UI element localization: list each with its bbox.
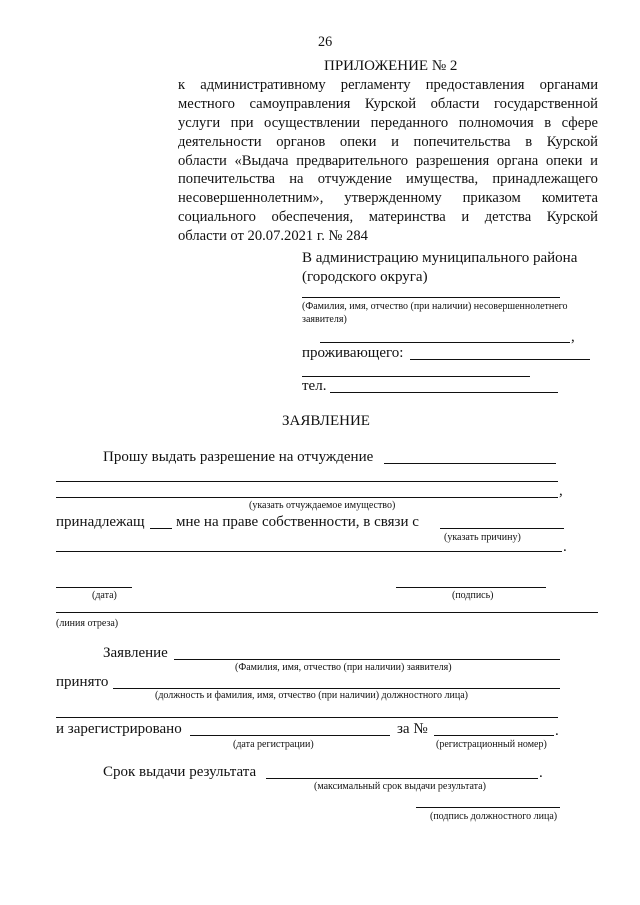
appendix-line — [178, 208, 598, 227]
deadline-label: Срок выдачи результата — [103, 764, 257, 780]
appendix-word: разрешения — [415, 152, 490, 169]
property-line-2 — [56, 481, 558, 482]
deadline-caption: (максимальный срок выдачи результата) — [314, 781, 486, 792]
appendix-word: опеки — [545, 152, 583, 169]
appendix-word: обеспечения, — [271, 209, 354, 226]
appendix-word: приказом — [462, 190, 521, 207]
appendix-word: области от 20.07.2021 г. № 284 — [178, 228, 368, 245]
appendix-word: опеки — [339, 133, 377, 150]
appendix-line — [178, 76, 598, 95]
applicant-line — [174, 659, 560, 660]
appendix-word: административному — [200, 77, 326, 93]
appendix-word: материнства — [368, 209, 446, 226]
reason-line-1 — [440, 528, 564, 529]
comma: , — [571, 329, 575, 345]
applicant-name-line — [302, 297, 560, 298]
appendix-word: Курской — [364, 95, 417, 112]
request-text: Прошу выдать разрешение на отчуждение — [103, 449, 374, 465]
appendix-line — [178, 227, 598, 246]
appendix-word: утвержденному — [344, 190, 442, 207]
belonging-ending-line — [150, 528, 172, 529]
application-label: Заявление — [103, 645, 168, 661]
reason-line-2 — [56, 551, 562, 552]
appendix-word: органами — [539, 77, 598, 93]
appendix-word: в — [525, 133, 533, 150]
number-label: за № — [397, 721, 428, 737]
appendix-word: имущества, — [406, 171, 479, 188]
appendix-word: детства — [484, 209, 532, 226]
appendix-word: полномочия — [458, 114, 534, 131]
appendix-word: Курской — [546, 209, 598, 226]
residing-line-2 — [302, 376, 530, 377]
appendix-word: Курской — [546, 133, 598, 150]
appendix-line — [178, 133, 598, 152]
appendix-word: самоуправления — [249, 95, 351, 112]
appendix-word: местного — [178, 95, 235, 112]
comma: , — [559, 483, 563, 499]
reg-number-caption: (регистрационный номер) — [436, 739, 547, 750]
appendix-word: деятельности — [178, 133, 262, 150]
official-line-2 — [56, 717, 558, 718]
date-caption: (дата) — [92, 590, 117, 601]
official-caption: (должность и фамилия, имя, отчество (при наличии) должностного лица) — [155, 690, 468, 701]
appendix-word: несовершеннолетним», — [178, 190, 324, 207]
cut-line-label: (линия отреза) — [56, 618, 119, 629]
appendix-line — [178, 95, 598, 114]
residing-line — [410, 359, 590, 360]
appendix-line — [178, 152, 598, 171]
appendix-word: органа — [496, 152, 539, 169]
appendix-word: социального — [178, 209, 256, 226]
appendix-word: и — [590, 152, 598, 169]
appendix-paragraph — [178, 76, 598, 246]
applicant-caption-1: (Фамилия, имя, отчество (при наличии) несовершеннолетнего — [302, 301, 568, 312]
residing-label: проживающего: — [302, 345, 404, 361]
applicant-caption-2: заявителя) — [302, 314, 347, 325]
property-caption: (указать отчуждаемое имущество) — [249, 500, 396, 511]
appendix-word: услуги — [178, 114, 221, 131]
appendix-word: отчуждение — [317, 171, 392, 188]
appendix-word: комитета — [541, 190, 598, 207]
applicant-name-line-2 — [320, 342, 570, 343]
appendix-word: на — [289, 171, 304, 188]
appendix-word: и — [391, 133, 399, 150]
appendix-word: к — [178, 77, 186, 93]
appendix-word: органов — [276, 133, 326, 150]
phone-line — [330, 392, 558, 393]
appendix-title: ПРИЛОЖЕНИЕ № 2 — [324, 58, 458, 74]
date-line — [56, 587, 132, 588]
registered-label: и зарегистрировано — [56, 721, 182, 737]
reg-date-line — [190, 735, 390, 736]
reason-caption: (указать причину) — [444, 532, 521, 543]
addressee-line-2: (городского округа) — [302, 269, 428, 285]
official-line — [113, 688, 560, 689]
addressee-line-1: В администрацию муниципального района — [302, 250, 578, 266]
belonging-prefix: принадлежащ — [56, 514, 145, 530]
period: . — [539, 765, 543, 781]
appendix-word: попечительства — [413, 133, 511, 150]
appendix-word: в — [544, 114, 552, 131]
appendix-line — [178, 114, 598, 133]
appendix-word: предоставления — [425, 77, 525, 93]
appendix-word: области — [178, 152, 227, 169]
page-number: 26 — [318, 34, 333, 50]
appendix-word: и — [461, 209, 470, 226]
statement-title: ЗАЯВЛЕНИЕ — [282, 413, 370, 429]
appendix-word: осуществлении — [264, 114, 361, 131]
appendix-line — [178, 170, 598, 189]
official-signature-line — [416, 807, 560, 808]
appendix-word: области — [430, 95, 480, 112]
appendix-line — [178, 189, 598, 208]
appendix-word: при — [230, 114, 254, 131]
property-line-3 — [56, 497, 558, 498]
official-signature-caption: (подпись должностного лица) — [430, 811, 558, 822]
appendix-word: принадлежащего — [492, 171, 598, 188]
appendix-word: сфере — [561, 114, 598, 131]
appendix-word: попечительства — [178, 171, 276, 188]
appendix-word: регламенту — [340, 77, 411, 93]
applicant-caption: (Фамилия, имя, отчество (при наличии) заявителя) — [235, 662, 452, 673]
appendix-word: предварительного — [296, 152, 409, 169]
appendix-word: государственной — [493, 95, 598, 112]
reg-date-caption: (дата регистрации) — [233, 739, 314, 750]
property-line-1 — [384, 463, 556, 464]
appendix-word: «Выдача — [234, 152, 289, 169]
deadline-line — [266, 778, 538, 779]
signature-caption: (подпись) — [452, 590, 494, 601]
appendix-word: переданного — [370, 114, 449, 131]
phone-label: тел. — [302, 378, 327, 394]
belonging-text: мне на праве собственности, в связи с — [176, 514, 419, 530]
accepted-label: принято — [56, 674, 109, 690]
cut-line — [56, 612, 598, 613]
period: . — [563, 539, 567, 555]
reg-number-line — [434, 735, 554, 736]
period: . — [555, 723, 559, 739]
signature-line — [396, 587, 546, 588]
